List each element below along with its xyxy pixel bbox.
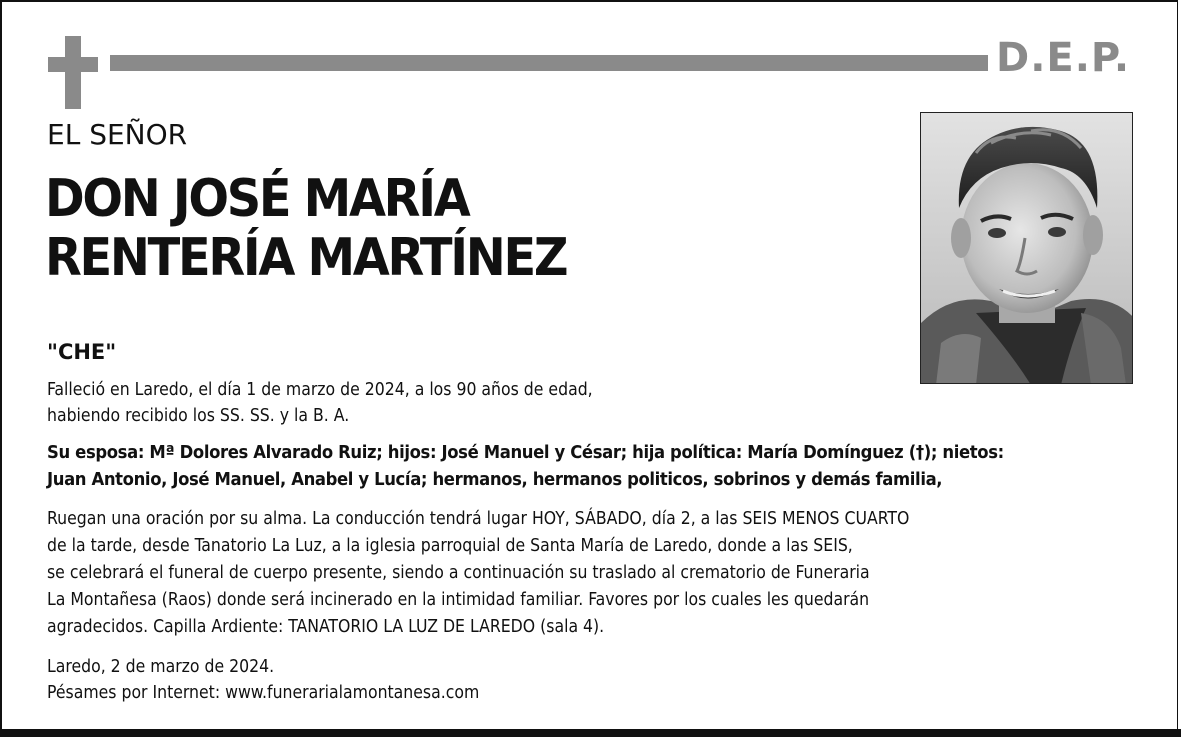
place-date: Laredo, 2 de marzo de 2024. (47, 656, 275, 677)
death-line-2: habiendo recibido los SS. SS. y la B. A. (47, 405, 350, 426)
ceremony-line-4: La Montañesa (Raos) donde será incinerado en la intimidad familiar. Favores por los cuales les quedarán (47, 589, 870, 610)
cross-icon (48, 36, 98, 109)
ceremony-line-5: agradecidos. Capilla Ardiente: TANATORIO LA LUZ DE LAREDO (sala 4). (47, 616, 605, 637)
deceased-name-line-2: RENTERÍA MARTÍNEZ (45, 228, 567, 288)
notice-title: EL SEÑOR (47, 118, 188, 151)
ceremony-line-1: Ruegan una oración por su alma. La conducción tendrá lugar HOY, SÁBADO, día 2, a las SEIS MENOS CUARTO (47, 508, 910, 529)
death-line-1: Falleció en Laredo, el día 1 de marzo de 2024, a los 90 años de edad, (47, 379, 593, 400)
deceased-name-line-1: DON JOSÉ MARÍA (45, 169, 469, 229)
header-rule (110, 55, 988, 71)
deceased-portrait-photo (920, 112, 1133, 384)
bottom-border (0, 729, 1181, 737)
family-line-2: Juan Antonio, José Manuel, Anabel y Lucía; hermanos, hermanos politicos, sobrinos y demás familia, (47, 470, 943, 490)
ceremony-line-2: de la tarde, desde Tanatorio La Luz, a la iglesia parroquial de Santa María de Laredo, donde a las SEIS, (47, 535, 853, 556)
condolences-line: Pésames por Internet: www.funerarialamontanesa.com (47, 682, 480, 703)
family-line-1: Su esposa: Mª Dolores Alvarado Ruiz; hijos: José Manuel y César; hija política: María Domínguez (†); nietos: (47, 443, 1004, 463)
nickname: "CHE" (47, 340, 117, 364)
dep-label: D.E.P. (996, 35, 1131, 81)
ceremony-line-3: se celebrará el funeral de cuerpo presente, siendo a continuación su traslado al crematorio de Funeraria (47, 562, 870, 583)
